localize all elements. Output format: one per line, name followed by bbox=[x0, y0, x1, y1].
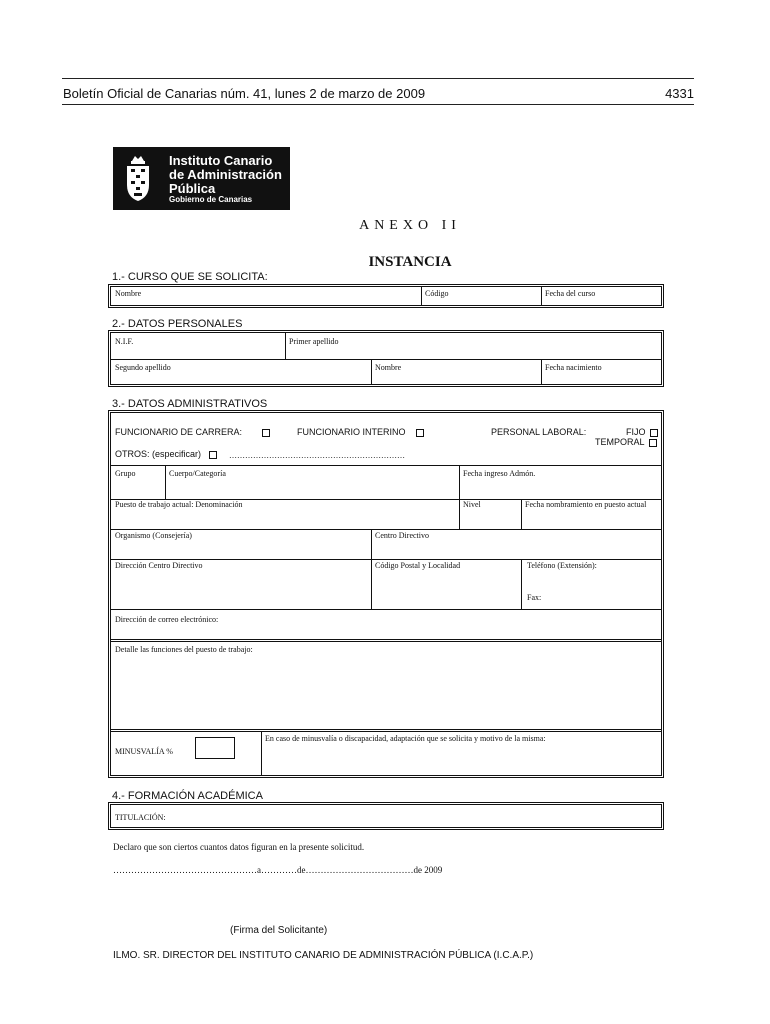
others-specify-dots: ………………………………………………………… bbox=[229, 451, 405, 460]
degree-label: TITULACIÓN: bbox=[115, 813, 166, 822]
center-address-label: Dirección Centro Directivo bbox=[115, 561, 203, 570]
group-label: Grupo bbox=[115, 469, 136, 478]
form-title: INSTANCIA bbox=[368, 254, 452, 270]
first-surname-label: Primer apellido bbox=[289, 337, 339, 346]
declaration-text: Declaro que son ciertos cuantos datos figuran en la presente solicitud. bbox=[113, 842, 365, 852]
phone-label: Teléfono (Extensión): bbox=[527, 561, 597, 570]
logo-line-3: Pública bbox=[169, 181, 216, 196]
permanent-checkbox[interactable] bbox=[650, 429, 658, 437]
section-2-heading: 2.- DATOS PERSONALES bbox=[112, 318, 243, 330]
others-option[interactable]: OTROS: (especificar) bbox=[115, 449, 217, 459]
signature-label: (Firma del Solicitante) bbox=[230, 925, 328, 936]
interim-official-option[interactable]: FUNCIONARIO INTERINO bbox=[297, 427, 424, 437]
job-functions-label: Detalle las funciones del puesto de trabajo: bbox=[115, 645, 253, 654]
postal-code-label: Código Postal y Localidad bbox=[375, 561, 461, 570]
icap-logo bbox=[113, 147, 290, 210]
addressee-line: ILMO. SR. DIRECTOR DEL INSTITUTO CANARIO DE ADMINISTRACIÓN PÚBLICA (I.C.A.P.) bbox=[113, 950, 534, 961]
section-3-heading: 3.- DATOS ADMINISTRATIVOS bbox=[112, 398, 268, 410]
others-checkbox[interactable] bbox=[209, 451, 217, 459]
section-2-table bbox=[108, 330, 664, 387]
disability-percent-field[interactable] bbox=[195, 737, 235, 759]
second-surname-label: Segundo apellido bbox=[115, 363, 171, 372]
disability-adaptation-label: En caso de minusvalía o discapacidad, adaptación que se solicita y motivo de la misma: bbox=[265, 734, 546, 743]
email-label: Dirección de correo electrónico: bbox=[115, 615, 219, 624]
department-label: Organismo (Consejería) bbox=[115, 531, 192, 540]
logo-line-1: Instituto Canario bbox=[169, 153, 273, 168]
coat-of-arms-icon bbox=[123, 153, 153, 203]
course-name-label: Nombre bbox=[115, 289, 142, 298]
admin-entry-date-label: Fecha ingreso Admón. bbox=[463, 469, 536, 478]
logo-line-2: de Administración bbox=[169, 167, 282, 182]
career-official-option[interactable]: FUNCIONARIO DE CARRERA: bbox=[115, 427, 270, 437]
header-top-rule bbox=[62, 78, 694, 79]
career-official-checkbox[interactable] bbox=[262, 429, 270, 437]
annex-title: ANEXO II bbox=[359, 218, 461, 233]
logo-line-4: Gobierno de Canarias bbox=[169, 195, 253, 204]
labor-staff-label: PERSONAL LABORAL: bbox=[491, 427, 587, 437]
nif-label: N.I.F. bbox=[115, 337, 134, 346]
temporary-checkbox[interactable] bbox=[649, 439, 657, 447]
interim-official-checkbox[interactable] bbox=[416, 429, 424, 437]
page-number: 4331 bbox=[665, 86, 694, 101]
section-1-heading: 1.- CURSO QUE SE SOLICITA: bbox=[112, 271, 268, 283]
section-4-heading: 4.- FORMACIÓN ACADÉMICA bbox=[112, 790, 263, 802]
section-1-table bbox=[108, 284, 664, 308]
first-name-label: Nombre bbox=[375, 363, 402, 372]
permanent-option[interactable]: FIJO bbox=[626, 427, 658, 437]
appointment-date-label: Fecha nombramiento en puesto actual bbox=[525, 500, 647, 509]
section-4-table bbox=[108, 802, 664, 830]
temporary-option[interactable]: TEMPORAL bbox=[595, 437, 657, 447]
place-date-line: …………………………………………a…………de………………………………de 2009 bbox=[113, 865, 443, 875]
disability-label: MINUSVALÍA % bbox=[115, 747, 173, 756]
course-date-label: Fecha del curso bbox=[545, 289, 596, 298]
job-title-label: Puesto de trabajo actual: Denominación bbox=[115, 500, 243, 509]
section-3-table bbox=[108, 410, 664, 778]
level-label: Nivel bbox=[463, 500, 481, 509]
birth-date-label: Fecha nacimiento bbox=[545, 363, 602, 372]
course-code-label: Código bbox=[425, 289, 449, 298]
directive-center-label: Centro Directivo bbox=[375, 531, 429, 540]
publication-title: Boletín Oficial de Canarias núm. 41, lunes 2 de marzo de 2009 bbox=[63, 86, 426, 101]
body-category-label: Cuerpo/Categoría bbox=[169, 469, 226, 478]
fax-label: Fax: bbox=[527, 593, 542, 602]
header-bottom-rule bbox=[62, 104, 694, 105]
